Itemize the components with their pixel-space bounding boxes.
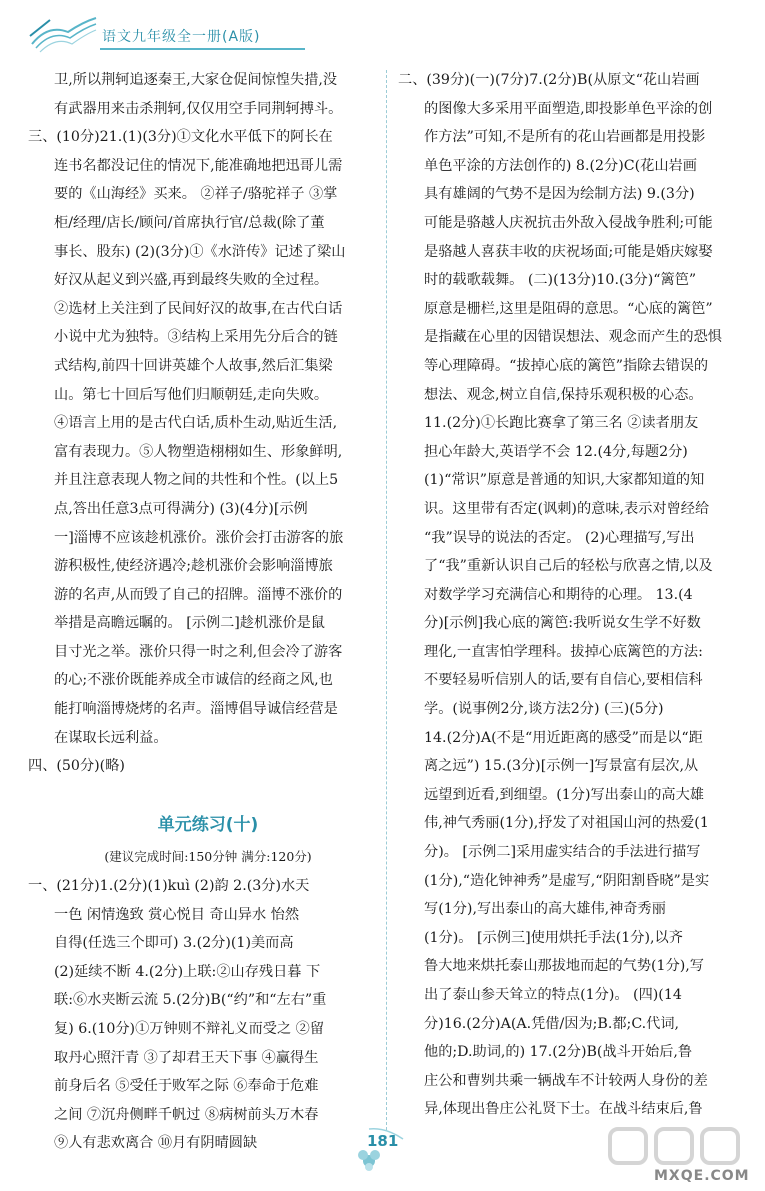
text-line: 担心年龄大,英语学不会 12.(4分,每题2分) [424,443,688,460]
text-line: 事长、股东) (2)(3分)①《水浒传》记述了梁山 [54,243,346,260]
text-line: 有武器用来击杀荆轲,仅仅用空手同荆轲搏斗。 [54,100,343,117]
watermark-text: MXQE.COM [654,1168,750,1184]
text-line: 取丹心照汗青 ③了却君王天下事 ④赢得生 [54,1049,319,1066]
text-line: 可能是骆越人庆祝抗击外敌入侵战争胜利;可能 [424,214,713,231]
text-line: 分)[示例]我心底的篱笆:我听说女生学不好数 [424,615,701,632]
page-number: 181 [367,1132,399,1150]
text-line: 柜/经理/店长/顾问/首席执行官/总裁(除了董 [54,214,325,231]
text-line: 分)16.(2分)A(A.凭借/因为;B.都;C.代词, [424,1015,680,1032]
text-line: (2)延续不断 4.(2分)上联:②山存残日暮 下 [54,963,321,980]
left-column [28,66,388,1158]
text-line: 原意是栅栏,这里是阻碍的意思。“心底的篱笆” [424,300,713,317]
text-line: 庄公和曹刿共乘一辆战车不计较两人身份的差 [424,1072,708,1089]
text-line: 对数学学习充满信心和期待的心理。 13.(4 [424,586,693,603]
text-line: 在谋取长远利益。 [54,729,168,746]
text-line: 二、(39分)(一)(7分)7.(2分)B(从原文“花山岩画 [398,72,700,88]
header-underline [100,48,305,50]
text-line: 写(1分),写出泰山的高大雄伟,神奇秀丽 [424,901,666,918]
text-line: 想法、观念,树立自信,保持乐观积极的心态。 [424,386,703,403]
text-line: 出了泰山参天耸立的特点(1分)。 (四)(14 [424,987,682,1003]
text-line: 异,体现出鲁庄公礼贤下士。在战斗结束后,鲁 [424,1101,703,1118]
text-line: 单色平涂的方法创作的) 8.(2分)C(花山岩画 [424,157,697,174]
text-line: 远望到近看,到细望。(1分)写出泰山的高大雄 [424,786,704,803]
text-line: 小说中尤为独特。③结构上采用先分后合的链 [54,329,338,346]
text-line: 山。第七十回后写他们归顺朝廷,走向失败。 [54,386,329,403]
text-line: 的心;不涨价既能养成全市诚信的经商之风,也 [54,672,333,689]
text-line: 并且注意表现人物之间的共性和个性。(以上5 [54,472,339,489]
text-line: 鲁大地来烘托泰山那拔地而起的气势(1分),写 [424,958,704,975]
text-line: 分)。 [示例二]采用虚实结合的手法进行描写 [424,844,701,861]
right-column [398,66,743,1124]
text-line: 了“我”重新认识自己后的轻松与欣喜之情,以及 [424,558,713,575]
section-subtitle: (建议完成时间:150分钟 满分:120分) [104,849,312,865]
text-line: 时的载歌载舞。 (二)(13分)10.(3分)“篱笆” [424,272,697,289]
text-line: 前身后名 ⑤受任于败军之际 ⑥奉命于危难 [54,1078,319,1095]
text-line: ②选材上关注到了民间好汉的故事,在古代白话 [54,300,343,317]
text-line: 要的《山海经》买来。 ②祥子/骆驼祥子 ③掌 [54,186,338,203]
text-line: 11.(2分)①长跑比赛拿了第三名 ②读者朋友 [424,415,699,432]
text-line: 好汉从起义到兴盛,再到最终失败的全过程。 [54,272,329,289]
page-header [0,0,765,62]
text-line: 伟,神气秀丽(1分),抒发了对祖国山河的热爱(1 [424,815,709,832]
text-line: 学。(说事例2分,谈方法2分) (三)(5分) [424,701,664,718]
text-line: 一]淄博不应该趁机涨价。涨价会打击游客的旅 [54,529,344,546]
text-line: 联:⑥水夹断云流 5.(2分)B(“约”和“左右”重 [54,992,327,1009]
text-line: 三、(10分)21.(1)(3分)①文化水平低下的阿长在 [28,129,333,146]
text-line: 举措是高瞻远瞩的。 [示例二]趁机涨价是鼠 [54,615,325,632]
text-line: (1分),“造化钟神秀”是虚写,“阴阳割昏晓”是实 [424,872,710,889]
text-line: 能打响淄博烧烤的名声。淄博倡导诚信经营是 [54,701,338,718]
text-line: 他的;D.助词,的) 17.(2分)B(战斗开始后,鲁 [424,1044,693,1061]
section-title: 单元练习(十) [157,814,259,835]
text-line: 理化,一直害怕学理科。拔掉心底篱笆的方法: [424,643,703,660]
text-line: “我”误导的说法的否定。 (2)心理描写,写出 [424,529,695,546]
text-line: ④语言上用的是古代白话,质朴生动,贴近生活, [54,415,338,432]
text-line: 之间 ⑦沉舟侧畔千帆过 ⑧病树前头万木春 [54,1106,319,1123]
text-line: 等心理障碍。“拔掉心底的篱笆”指除去错误的 [424,357,709,374]
text-line: 游积极性,使经济遇冷;趁机涨价会影响淄博旅 [54,558,333,575]
book-logo-icon [28,14,98,54]
text-line: 14.(2分)A(不是“用近距离的感受”而是以“距 [424,729,703,746]
text-line: 离之远”) 15.(3分)[示例一]写景富有层次,从 [424,758,699,775]
text-line: 一、(21分)1.(2分)(1)kuì (2)韵 2.(3分)水天 [28,878,310,895]
text-line: 卫,所以荆轲追逐秦王,大家仓促间惊惶失措,没 [54,72,338,88]
text-line: 作方法”可知,不是所有的花山岩画都是用投影 [424,129,706,146]
text-line: 自得(任选三个即可) 3.(2分)(1)美而高 [54,935,294,952]
text-line: 是骆越人喜获丰收的庆祝场面;可能是婚庆嫁娶 [424,243,713,260]
text-line: 四、(50分)(略) [28,758,125,775]
header-title: 语文九年级全一册(A版) [102,29,261,45]
text-line: 游的名声,从而毁了自己的招牌。淄博不涨价的 [54,586,343,603]
text-line: 式结构,前四十回讲英雄个人故事,然后汇集梁 [54,357,333,374]
text-line: (1)“常识”原意是普通的知识,大家都知道的知 [424,472,705,489]
text-line: 复) 6.(10分)①万钟则不辩礼义而受之 ②留 [54,1021,325,1037]
text-line: 是指藏在心里的因错误想法、观念而产生的恐惧 [424,329,722,346]
text-line: (1分)。 [示例三]使用烘托手法(1分),以齐 [424,929,683,946]
text-line: 连书名都没记住的情况下,能准确地把迅哥儿需 [54,157,343,174]
text-line: 目寸光之举。涨价只得一时之利,但会冷了游客 [54,643,343,660]
text-line: 的图像大多采用平面塑造,即投影单色平涂的创 [424,100,713,117]
text-line: 一色 闲情逸致 赏心悦目 奇山异水 怡然 [54,906,300,923]
text-line: 富有表现力。⑤人物塑造栩栩如生、形象鲜明, [54,443,343,460]
text-line: 不要轻易听信别人的话,要有自信心,要相信科 [424,672,703,689]
text-line: ⑨人有悲欢离合 ⑩月有阴晴圆缺 [54,1135,258,1152]
text-line: 点,答出任意3点可得满分) (3)(4分)[示例 [54,500,308,517]
text-line: 具有雄阔的气势不是因为绘制方法) 9.(3分) [424,186,695,203]
text-line: 识。这里带有否定(讽刺)的意味,表示对曾经给 [424,500,710,517]
